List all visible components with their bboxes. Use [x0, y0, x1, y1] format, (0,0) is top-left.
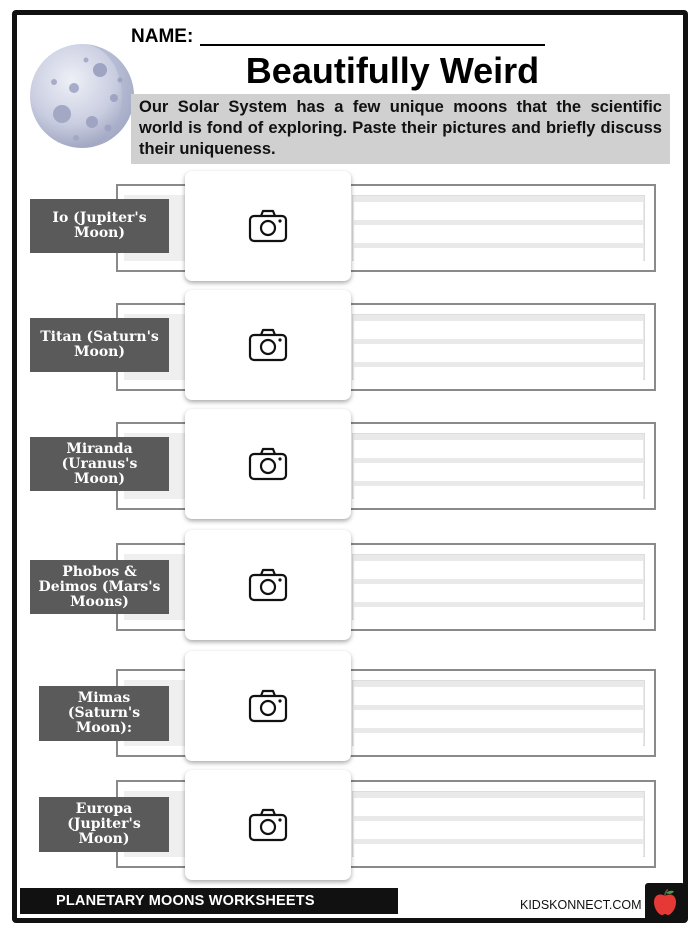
moon-label: Mimas (Saturn's Moon):	[39, 686, 169, 741]
page-title: Beautifully Weird	[245, 50, 540, 91]
moon-row	[0, 409, 700, 521]
photo-placeholder[interactable]	[185, 409, 351, 519]
name-field-line[interactable]	[200, 44, 545, 46]
apple-icon	[652, 888, 678, 916]
moon-label: Titan (Saturn's Moon)	[30, 318, 169, 372]
brand-logo	[645, 883, 685, 921]
footer-site: KIDSKONNECT.COM	[520, 898, 642, 912]
camera-icon	[248, 328, 288, 362]
moon-icon	[26, 40, 138, 152]
moon-row	[0, 290, 700, 402]
photo-placeholder[interactable]	[185, 770, 351, 880]
instructions-text: Our Solar System has a few unique moons that the scientific world is fond of exploring. Paste their pictures and briefly discuss their uniqueness.	[131, 94, 670, 164]
moon-label: Phobos & Deimos (Mars's Moons)	[30, 560, 169, 614]
camera-icon	[248, 209, 288, 243]
moon-row	[0, 530, 700, 642]
moon-row	[0, 651, 700, 763]
photo-placeholder[interactable]	[185, 651, 351, 761]
moon-label: Io (Jupiter's Moon)	[30, 199, 169, 253]
footer-title: PLANETARY MOONS WORKSHEETS	[20, 888, 398, 914]
camera-icon	[248, 689, 288, 723]
camera-icon	[248, 808, 288, 842]
moon-row	[0, 770, 700, 882]
moon-label: Europa (Jupiter's Moon)	[39, 797, 169, 852]
moon-label: Miranda (Uranus's Moon)	[30, 437, 169, 491]
camera-icon	[248, 447, 288, 481]
moon-row	[0, 171, 700, 283]
photo-placeholder[interactable]	[185, 530, 351, 640]
camera-icon	[248, 568, 288, 602]
name-label: NAME:	[131, 26, 194, 47]
photo-placeholder[interactable]	[185, 171, 351, 281]
photo-placeholder[interactable]	[185, 290, 351, 400]
